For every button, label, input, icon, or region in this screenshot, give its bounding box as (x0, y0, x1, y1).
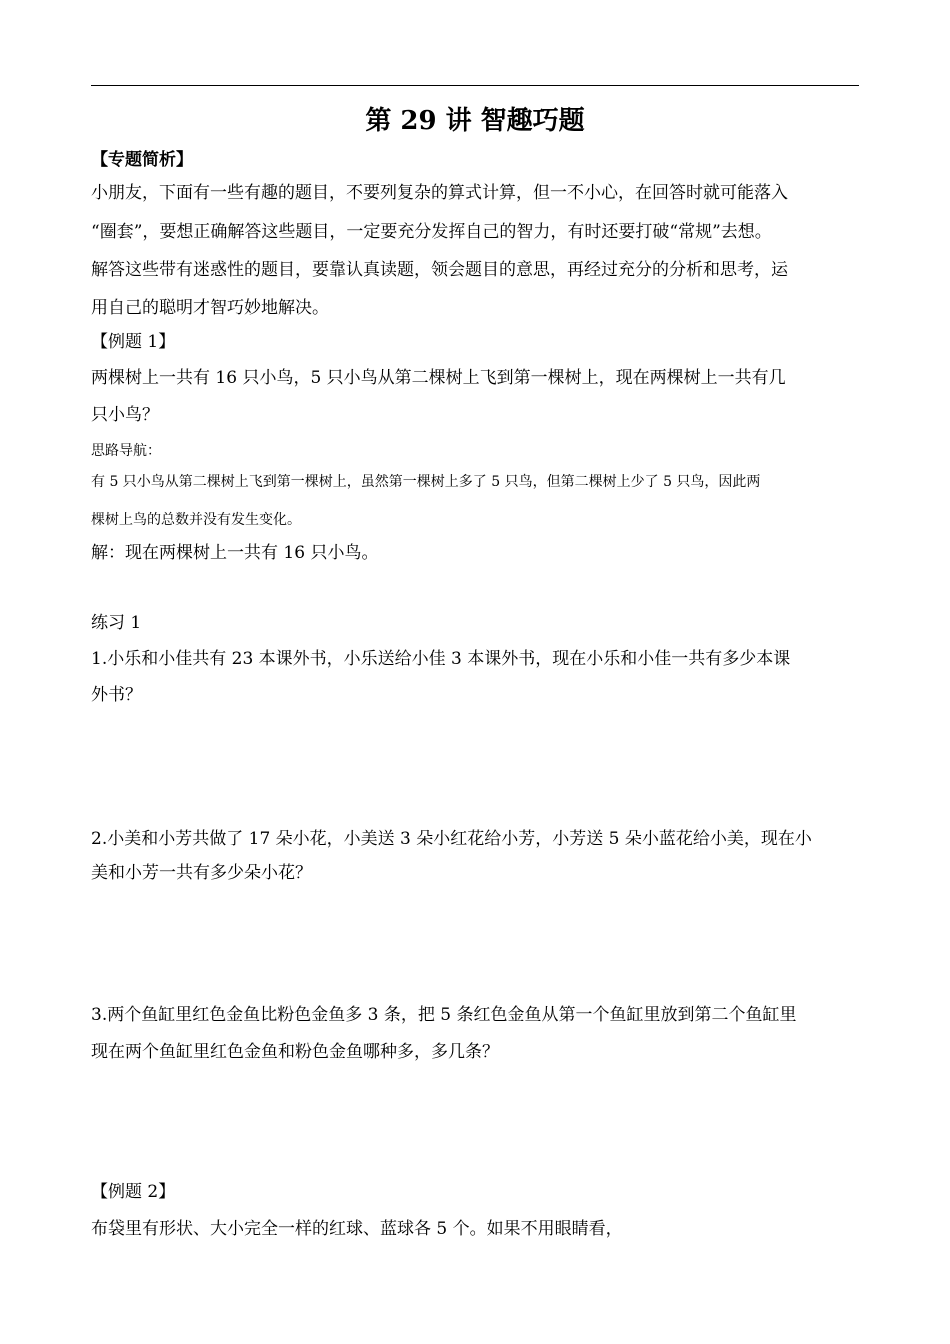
intro-line: 小朋友，下面有一些有趣的题目，不要列复杂的算式计算，但一不小心，在回答时就可能落入 (91, 183, 788, 203)
practice1-question-2-line: 2.小美和小芳共做了 17 朵小花，小美送 3 朵小红花给小芳，小芳送 5 朵小蓝花给小美，现在小 (91, 829, 812, 849)
example1-hint-label: 思路导航： (91, 443, 161, 459)
example2-question-line: 布袋里有形状、大小完全一样的红球、蓝球各 5 个。如果不用眼睛看， (91, 1219, 623, 1239)
page-title: 第 29 讲 智趣巧题 (365, 106, 585, 136)
practice1-heading: 练习 1 (91, 613, 142, 633)
example2-heading: 【例题 2】 (91, 1182, 176, 1202)
practice1-question-2-line: 美和小芳一共有多少朵小花？ (91, 863, 312, 883)
intro-heading: 【专题简析】 (91, 150, 193, 170)
example1-hint-line: 棵树上鸟的总数并没有发生变化。 (91, 512, 301, 528)
example1-question-line: 两棵树上一共有 16 只小鸟，5 只小鸟从第二棵树上飞到第一棵树上，现在两棵树上一共有几 (91, 368, 786, 388)
header-rule (91, 85, 859, 86)
example1-heading: 【例题 1】 (91, 332, 176, 352)
example1-question-line: 只小鸟？ (91, 405, 159, 425)
practice1-question-1-line: 1.小乐和小佳共有 23 本课外书，小乐送给小佳 3 本课外书，现在小乐和小佳一共有多少本课 (91, 649, 791, 669)
practice1-question-1-line: 外书？ (91, 685, 142, 705)
document-page (91, 0, 859, 1344)
example1-answer: 解：现在两棵树上一共有 16 只小鸟。 (91, 543, 379, 563)
intro-line: “圈套”，要想正确解答这些题目，一定要充分发挥自己的智力，有时还要打破“常规”去想。 (91, 222, 772, 242)
practice1-question-3-line: 现在两个鱼缸里红色金鱼和粉色金鱼哪种多，多几条？ (91, 1042, 499, 1062)
intro-line: 解答这些带有迷惑性的题目，要靠认真读题，领会题目的意思，再经过充分的分析和思考，运 (91, 260, 788, 280)
intro-line: 用自己的聪明才智巧妙地解决。 (91, 298, 329, 318)
example1-hint-line: 有 5 只小鸟从第二棵树上飞到第一棵树上，虽然第一棵树上多了 5 只鸟，但第二棵树上少了 5 只鸟，因此两 (91, 474, 761, 490)
practice1-question-3-line: 3.两个鱼缸里红色金鱼比粉色金鱼多 3 条，把 5 条红色金鱼从第一个鱼缸里放到第二个鱼缸里 (91, 1005, 797, 1025)
